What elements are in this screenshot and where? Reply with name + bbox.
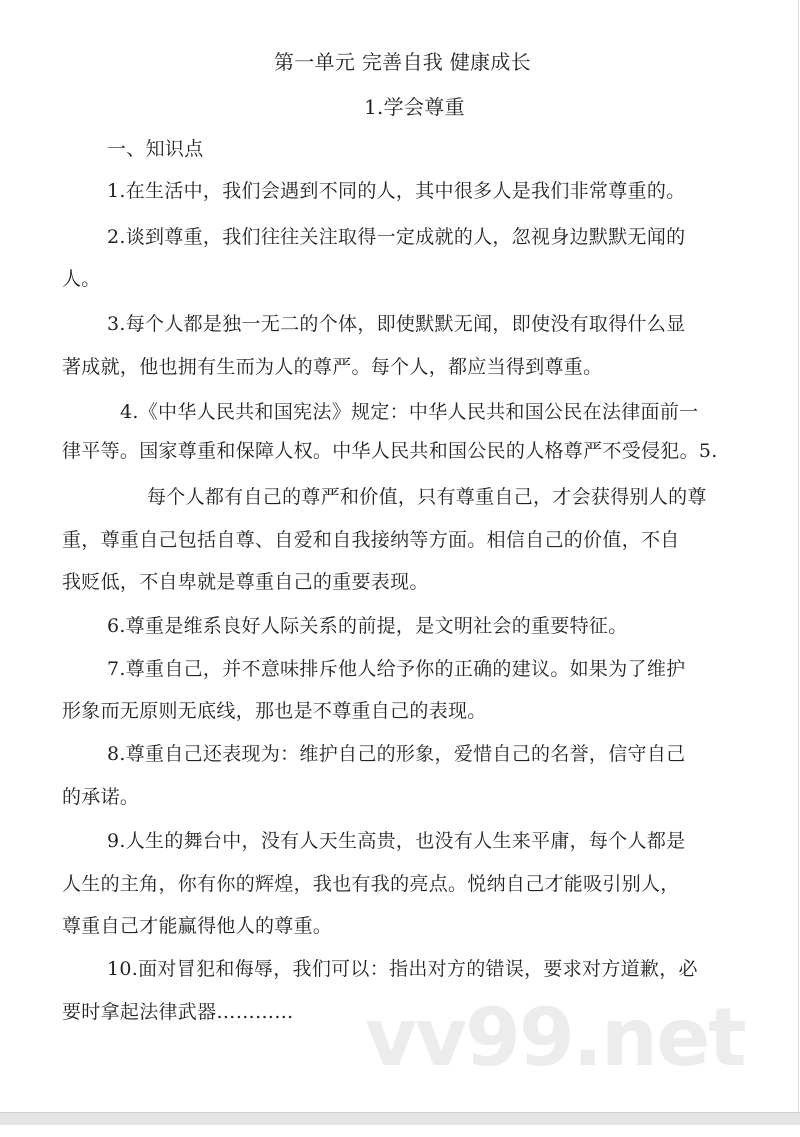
text-line: 尊重自己才能赢得他人的尊重。 xyxy=(62,915,333,937)
text-line: 人生的主角，你有你的辉煌，我也有我的亮点。悦纳自己才能吸引别人， xyxy=(62,873,680,895)
next-page-edge xyxy=(0,1125,800,1137)
text-line: 人。 xyxy=(62,268,101,290)
text-line: 律平等。国家尊重和保障人权。中华人民共和国公民的人格尊严不受侵犯。5. xyxy=(62,440,718,462)
text-line: 8.尊重自己还表现为：维护自己的形象，爱惜自己的名誉，信守自己 xyxy=(107,743,686,765)
watermark: vv99.net xyxy=(365,991,745,1084)
unit-title: 第一单元 完善自我 健康成长 xyxy=(274,50,531,74)
section-heading: 一、知识点 xyxy=(107,138,204,160)
text-line: 9.人生的舞台中，没有人天生高贵，也没有人生来平庸，每个人都是 xyxy=(107,830,686,852)
text-line: 2.谈到尊重，我们往往关注取得一定成就的人，忽视身边默默无闻的 xyxy=(107,226,686,248)
text-line: 形象而无原则无底线，那也是不尊重自己的表现。 xyxy=(62,700,487,722)
text-line: 每个人都有自己的尊严和价值，只有尊重自己，才会获得别人的尊 xyxy=(147,486,707,508)
page-gap xyxy=(0,1112,800,1126)
text-line: 3.每个人都是独一无二的个体，即使默默无闻，即使没有取得什么显 xyxy=(107,313,686,335)
text-line: 1.在生活中，我们会遇到不同的人，其中很多人是我们非常尊重的。 xyxy=(107,180,686,202)
text-line: 6.尊重是维系良好人际关系的前提，是文明社会的重要特征。 xyxy=(107,615,628,637)
text-line: 的承诺。 xyxy=(62,786,140,808)
text-line: 7.尊重自己，并不意味排斥他人给予你的正确的建议。如果为了维护 xyxy=(107,658,686,680)
text-line: 4.《中华人民共和国宪法》规定：中华人民共和国公民在法律面前一 xyxy=(120,401,699,423)
lesson-title: 1.学会尊重 xyxy=(364,95,465,119)
text-line: 10.面对冒犯和侮辱，我们可以：指出对方的错误，要求对方道歉，必 xyxy=(107,958,698,980)
text-line: 重，尊重自己包括自尊、自爱和自我接纳等方面。相信自己的价值，不自 xyxy=(62,529,680,551)
text-line: 要时拿起法律武器………… xyxy=(62,1001,294,1023)
text-line: 著成就，他也拥有生而为人的尊严。每个人，都应当得到尊重。 xyxy=(62,356,603,378)
text-line: 我贬低，不自卑就是尊重自己的重要表现。 xyxy=(62,571,429,593)
